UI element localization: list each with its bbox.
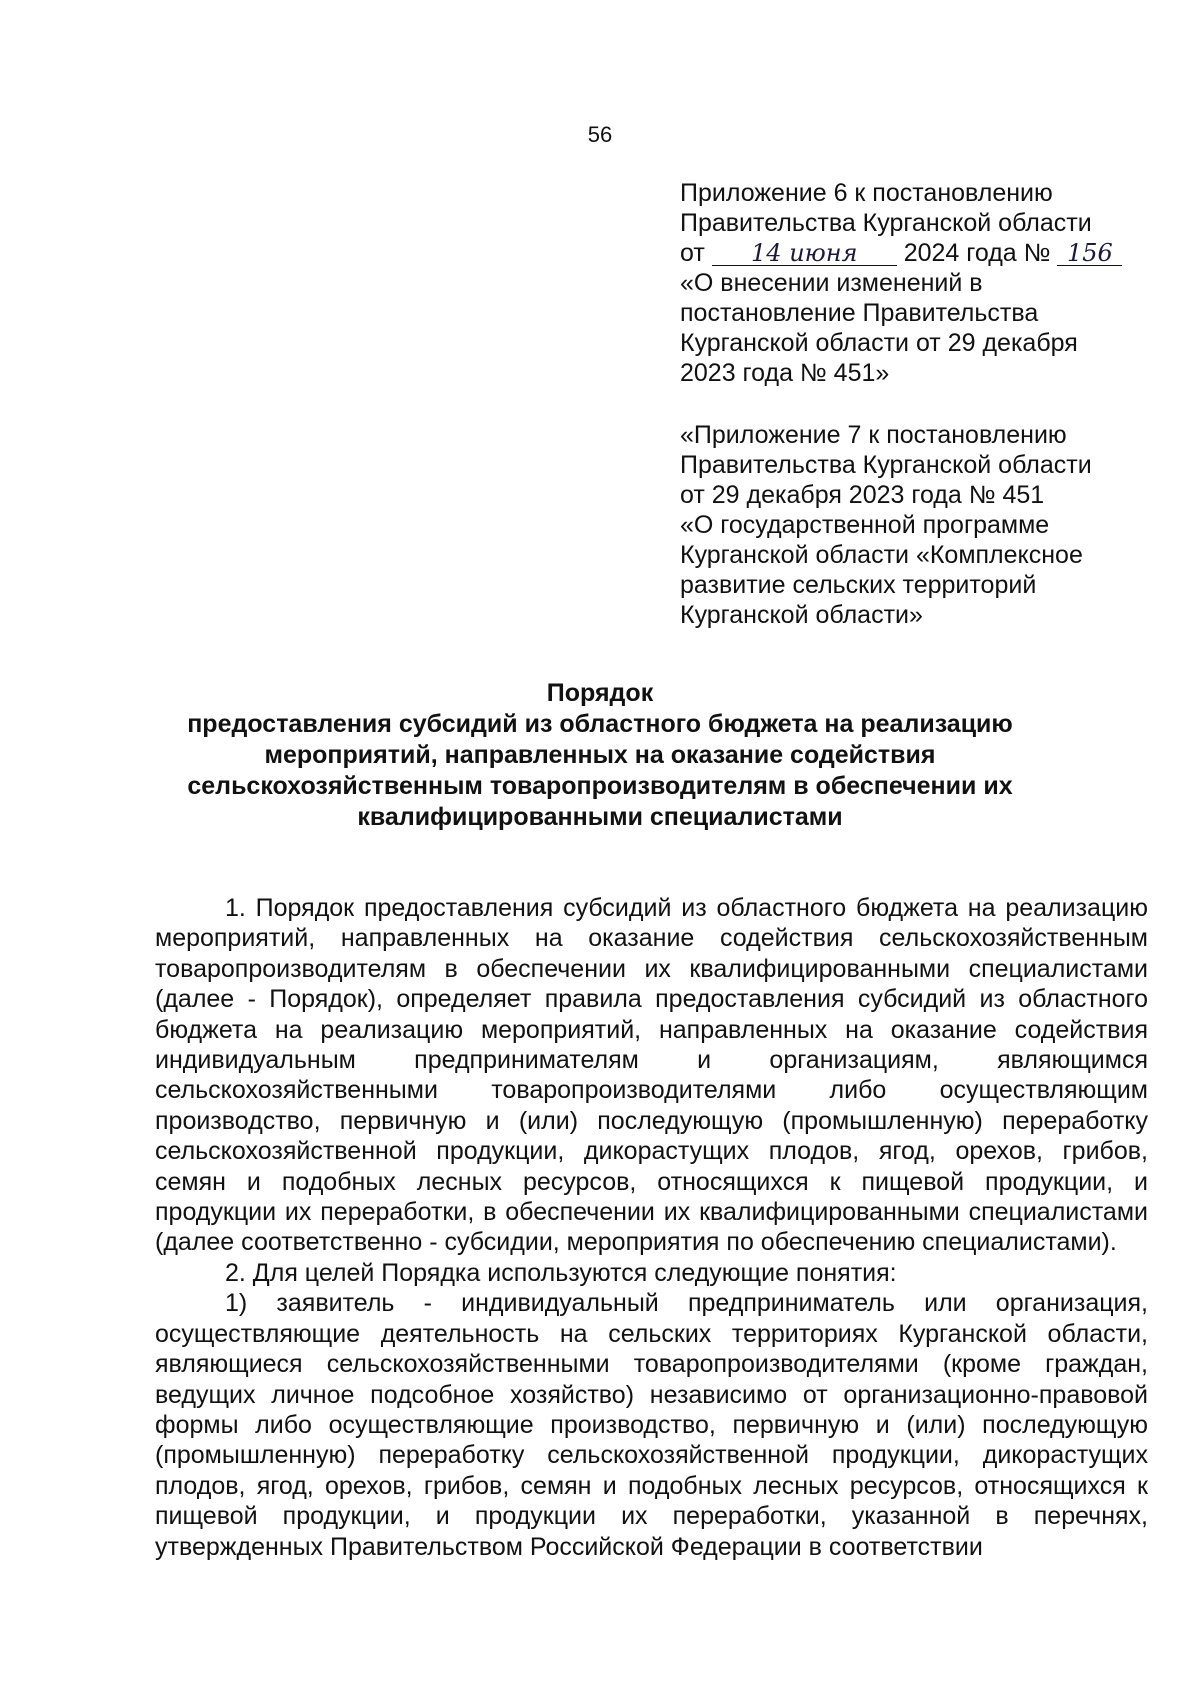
document-title bbox=[150, 678, 1050, 833]
appendix-line: постановление Правительства bbox=[680, 299, 1039, 327]
appendix-line: Курганской области от 29 декабря bbox=[680, 329, 1078, 357]
document-body bbox=[155, 893, 1148, 1562]
title-line: сельскохозяйственным товаропроизводителям в обеспечении их bbox=[187, 772, 1013, 800]
date-prefix: от bbox=[680, 239, 705, 267]
appendix-line: Приложение 6 к постановлению bbox=[680, 179, 1053, 207]
appendix-line: «Приложение 7 к постановлению bbox=[680, 421, 1067, 449]
handwritten-number: 156 bbox=[1057, 241, 1122, 266]
appendix-line: Правительства Курганской области bbox=[680, 209, 1092, 237]
appendix-line: «О внесении изменений в bbox=[680, 269, 983, 297]
appendix-quote-block bbox=[680, 420, 1150, 630]
handwritten-date: 14 июня bbox=[712, 241, 897, 266]
appendix-line: от 29 декабря 2023 года № 451 bbox=[680, 481, 1045, 509]
year-and-number-label: 2024 года № bbox=[903, 239, 1051, 267]
title-line: квалифицированными специалистами bbox=[357, 803, 843, 831]
title-line: мероприятий, направленных на оказание содействия bbox=[264, 741, 936, 769]
body-paragraph: 1) заявитель - индивидуальный предприниматель или организация, осуществляющие деятельность на сельских территориях Курганской области, являющиеся сельскохозяйственными товаропроизводителями (кроме граждан, ведущих личное подсобное хозяйство) независимо от организационно-правовой формы либо осуществляющие производство, первичную и (или) последующую (промышленную) переработку сельскохозяйственной продукции, дикорастущих плодов, ягод, орехов, грибов, семян и подобных лесных ресурсов, относящихся к пищевой продукции, и продукции их переработки, указанной в перечнях, утвержденных Правительством Российской Федерации в соответствии bbox=[155, 1289, 1148, 1561]
appendix-line: Курганской области» bbox=[680, 601, 923, 629]
title-line: Порядок bbox=[546, 679, 654, 707]
title-line: предоставления субсидий из областного бюджета на реализацию bbox=[187, 710, 1013, 738]
body-paragraph: 2. Для целей Порядка используются следующие понятия: bbox=[225, 1258, 897, 1287]
appendix-line: 2023 года № 451» bbox=[680, 359, 890, 387]
appendix-line: Правительства Курганской области bbox=[680, 451, 1092, 479]
body-paragraph: 1. Порядок предоставления субсидий из областного бюджета на реализацию мероприятий, направленных на оказание содействия сельскохозяйственным товаропроизводителям в обеспечении их квалифицированными специалистами (далее - Порядок), определяет правила предоставления субсидий из областного бюджета на реализацию мероприятий, направленных на оказание содействия индивидуальным предпринимателям и организациям, являющимся сельскохозяйственными товаропроизводителями либо осуществляющим производство, первичную и (или) последующую (промышленную) переработку сельскохозяйственной продукции, дикорастущих плодов, ягод, орехов, грибов, семян и подобных лесных ресурсов, относящихся к пищевой продукции, и продукции их переработки, в обеспечении их квалифицированными специалистами (далее соответственно - субсидии, мероприятия по обеспечению специалистами). bbox=[155, 894, 1148, 1257]
appendix-line: развитие сельских территорий bbox=[680, 571, 1037, 599]
appendix-date-line bbox=[680, 238, 1150, 268]
page-number: 56 bbox=[587, 122, 613, 147]
appendix-line: Курганской области «Комплексное bbox=[680, 541, 1083, 569]
appendix-line: «О государственной программе bbox=[680, 511, 1050, 539]
appendix-reference-block bbox=[680, 178, 1150, 388]
